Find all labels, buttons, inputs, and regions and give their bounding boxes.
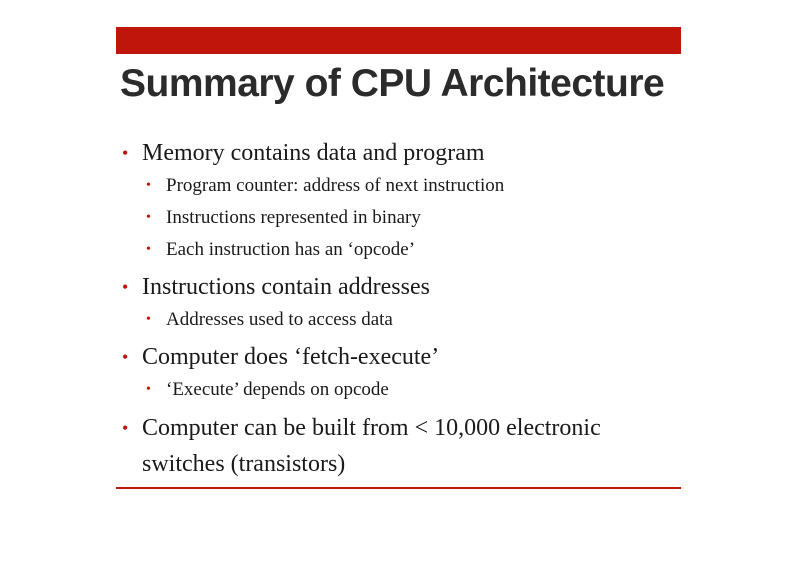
sub-bullet-text: ‘Execute’ depends on opcode: [166, 379, 389, 400]
sub-bullet-icon: •: [146, 210, 151, 225]
sub-bullet-list: [122, 304, 682, 336]
sub-bullet-text: Program counter: address of next instruction: [166, 175, 505, 196]
sub-bullet-text: Each instruction has an ‘opcode’: [166, 239, 416, 260]
bullet-icon: •: [122, 418, 129, 438]
sub-bullet-item: [122, 304, 682, 336]
bullet-item: [122, 410, 682, 482]
bullet-list: [122, 136, 682, 482]
bottom-divider: [116, 487, 681, 489]
sub-bullet-text: Instructions represented in binary: [166, 207, 421, 228]
sub-bullet-text: Addresses used to access data: [166, 309, 393, 330]
sub-bullet-item: [122, 234, 682, 266]
sub-bullet-icon: •: [146, 178, 151, 193]
bullet-icon: •: [122, 143, 129, 163]
bullet-icon: •: [122, 277, 129, 297]
bullet-text: Instructions contain addresses: [142, 274, 430, 300]
sub-bullet-icon: •: [146, 382, 151, 397]
sub-list-wrapper: [122, 170, 682, 266]
sub-bullet-icon: •: [146, 242, 151, 257]
bullet-item: [122, 270, 682, 304]
sub-list-wrapper: [122, 374, 682, 406]
sub-bullet-item: [122, 374, 682, 406]
sub-list-wrapper: [122, 304, 682, 336]
slide-title: Summary of CPU Architecture: [120, 62, 665, 105]
bullet-item: [122, 340, 682, 374]
sub-bullet-icon: •: [146, 312, 151, 327]
bullet-icon: •: [122, 347, 129, 367]
bullet-item: [122, 136, 682, 170]
bullet-text: Memory contains data and program: [142, 140, 485, 166]
bullet-text: Computer does ‘fetch-execute’: [142, 344, 440, 370]
sub-bullet-item: [122, 202, 682, 234]
sub-bullet-list: [122, 374, 682, 406]
title-accent-bar: [116, 27, 681, 54]
sub-bullet-list: [122, 170, 682, 266]
bullet-text: Computer can be built from < 10,000 electronic switches (transistors): [142, 415, 601, 477]
sub-bullet-item: [122, 170, 682, 202]
